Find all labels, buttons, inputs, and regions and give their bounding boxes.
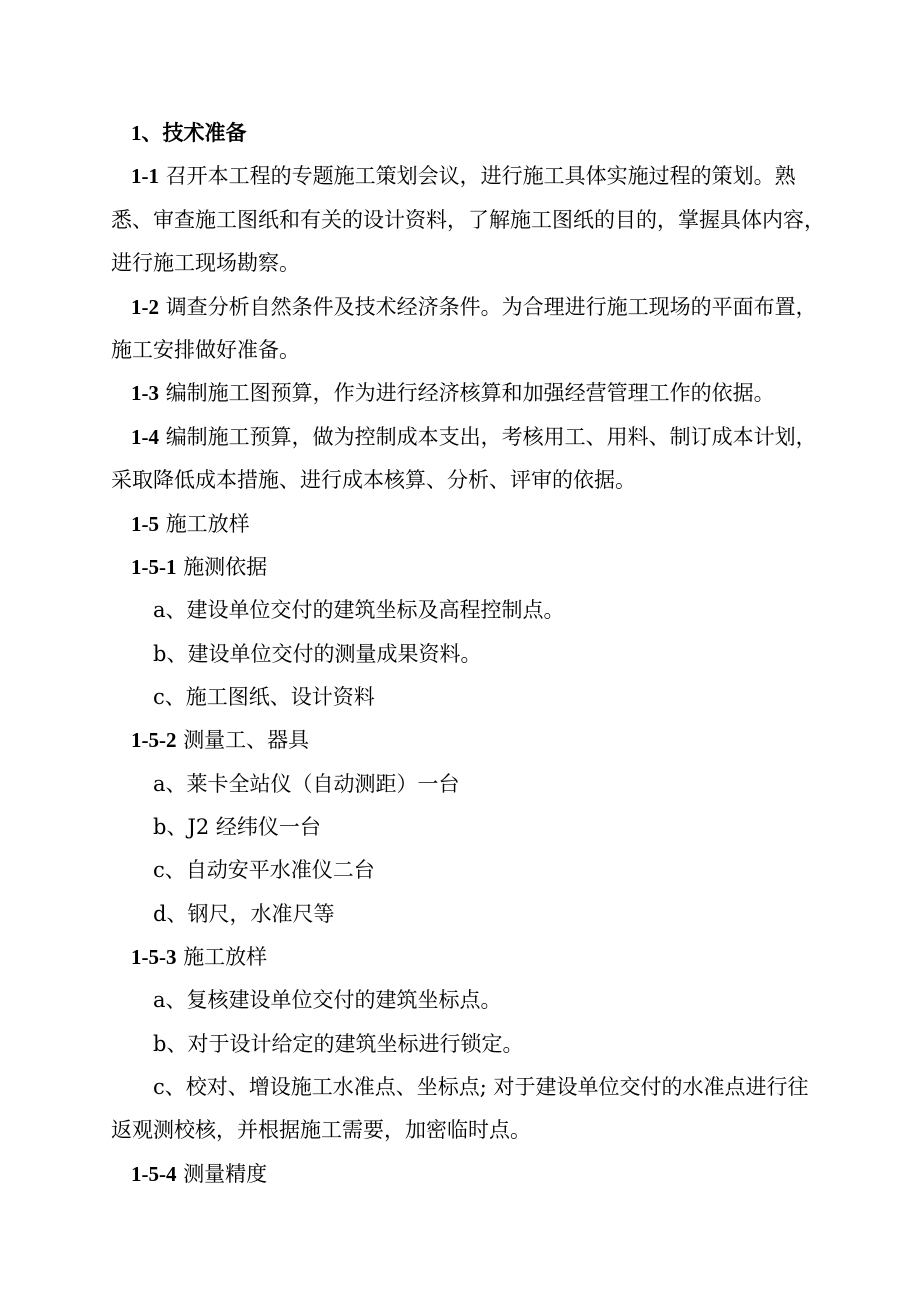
subheading-1-5-1 (131, 553, 267, 581)
paragraph-1-3 (131, 379, 775, 407)
list-item: c、校对、增设施工水准点、坐标点; 对于建设单位交付的水准点进行往 (153, 1075, 809, 1099)
paragraph-number: 1-1 (131, 164, 159, 188)
list-item-continuation: 返观测校核，并根据施工需要，加密临时点。 (111, 1118, 531, 1142)
paragraph-number: 1-5-3 (131, 945, 177, 969)
list-item: a、莱卡全站仪（自动测距）一台 (153, 772, 460, 796)
section-title: 技术准备 (162, 120, 247, 145)
paragraph-1-2-line-1 (131, 293, 817, 321)
paragraph-1-1-line-2: 悉、审查施工图纸和有关的设计资料，了解施工图纸的目的，掌握具体内容， (111, 208, 825, 232)
paragraph-1-4-line-1 (131, 423, 817, 451)
subheading-text: 施工放样 (183, 945, 268, 969)
subheading-text: 施测依据 (183, 555, 268, 579)
list-item: c、自动安平水准仪二台 (153, 858, 375, 882)
subheading-1-5-3 (131, 943, 267, 971)
paragraph-text: 调查分析自然条件及技术经济条件。为合理进行施工现场的平面布置， (165, 295, 817, 319)
list-item: b、建设单位交付的测量成果资料。 (153, 642, 482, 666)
subheading-text: 测量精度 (183, 1162, 268, 1186)
paragraph-number: 1-5 (131, 512, 159, 536)
list-item: b、对于设计给定的建筑坐标进行锁定。 (153, 1032, 524, 1056)
subheading-1-5-4 (131, 1160, 267, 1188)
section-heading (131, 119, 247, 147)
paragraph-1-2-line-2: 施工安排做好准备。 (111, 338, 300, 362)
list-item: a、建设单位交付的建筑坐标及高程控制点。 (153, 598, 565, 622)
list-item: b、J2 经纬仪一台 (153, 815, 321, 839)
paragraph-number: 1-4 (131, 425, 159, 449)
paragraph-number: 1-2 (131, 295, 159, 319)
list-item: a、复核建设单位交付的建筑坐标点。 (153, 988, 502, 1012)
paragraph-number: 1-5-2 (131, 728, 177, 752)
paragraph-number: 1-5-4 (131, 1162, 177, 1186)
paragraph-text: 编制施工图预算，作为进行经济核算和加强经营管理工作的依据。 (165, 381, 775, 405)
paragraph-number: 1-3 (131, 381, 159, 405)
subheading-1-5-2 (131, 726, 309, 754)
section-number: 1、 (131, 121, 163, 145)
subheading-text: 施工放样 (165, 512, 250, 536)
list-item: d、钢尺，水准尺等 (153, 902, 335, 926)
paragraph-1-4-line-2: 采取降低成本措施、进行成本核算、分析、评审的依据。 (111, 468, 636, 492)
paragraph-1-1-line-1 (131, 162, 796, 190)
paragraph-text: 编制施工预算，做为控制成本支出，考核用工、用料、制订成本计划， (165, 425, 817, 449)
subheading-text: 测量工、器具 (183, 728, 310, 752)
paragraph-number: 1-5-1 (131, 555, 177, 579)
subheading-1-5 (131, 510, 250, 538)
paragraph-1-1-line-3: 进行施工现场勘察。 (111, 251, 300, 275)
list-item: c、施工图纸、设计资料 (153, 685, 375, 709)
paragraph-text: 召开本工程的专题施工策划会议，进行施工具体实施过程的策划。熟 (165, 164, 796, 188)
